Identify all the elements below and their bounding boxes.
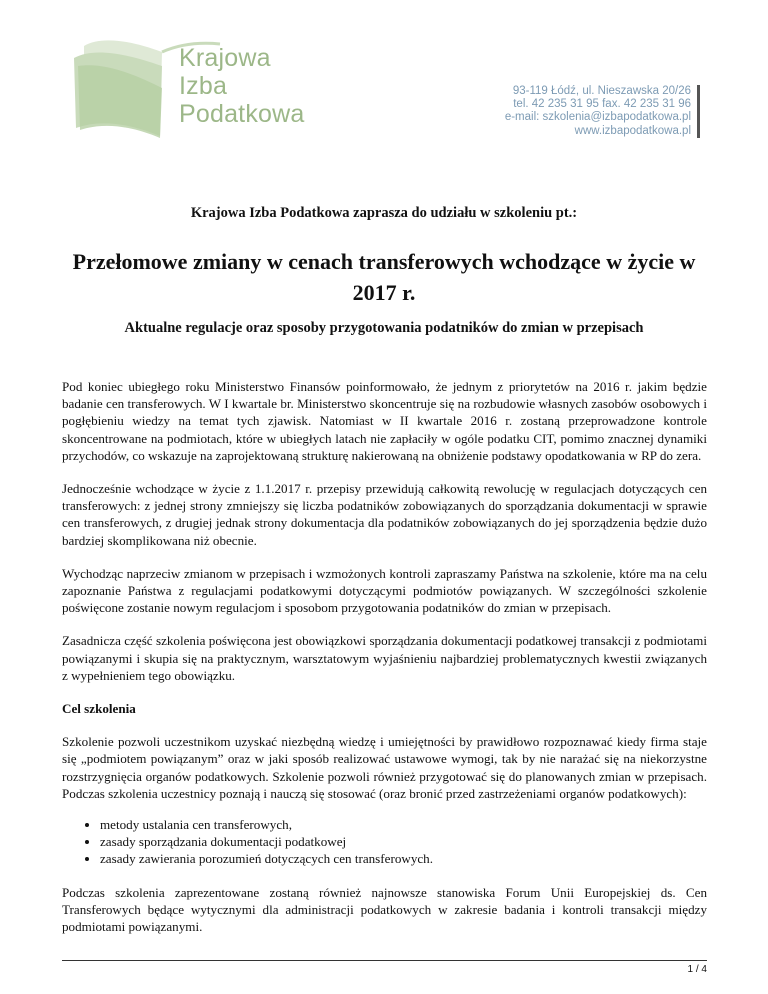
list-item: • zasady sporządzania dokumentacji podatkowej bbox=[100, 833, 707, 850]
logo bbox=[70, 22, 310, 142]
document-subtitle: Aktualne regulacje oraz sposoby przygotowania podatników do zmian w przepisach bbox=[124, 320, 644, 336]
footer-divider bbox=[62, 960, 707, 961]
closing-paragraph: Podczas szkolenia zaprezentowane zostaną również najnowsze stanowiska Forum Unii Europejskiej ds. Cen Transferowych będące wytycznymi dla administracji podatkowych w zakresie badania i kontroli transakcji między podmiotami powiązanymi. bbox=[62, 884, 707, 935]
list-item: • zasady zawierania porozumień dotyczących cen transferowych. bbox=[100, 850, 707, 867]
logo-line-1: Krajowa bbox=[179, 44, 271, 72]
paragraph: Jednocześnie wchodzące w życie z 1.1.2017 r. przepisy przewidują całkowitą rewolucję w regulacjach dotyczących cen transferowych: z jednej strony zmniejszy się liczba podatników zobowiązanych do sporządzania dokumentacji w sprawie cen transferowych, z drugiej jednak strony dokumentacja dla podatników zobowiązanych do jej sporządzenia będzie dużo bardziej skomplikowana niż obecnie. bbox=[62, 481, 707, 548]
document-body bbox=[62, 378, 707, 951]
logo-line-2: Izba bbox=[179, 72, 228, 100]
contact-email[interactable]: e-mail: szkolenia@izbapodatkowa.pl bbox=[504, 111, 691, 124]
document-title: Przełomowe zmiany w cenach transferowych wchodzące w życie w 2017 r. bbox=[72, 249, 696, 305]
invite-line: Krajowa Izba Podatkowa zaprasza do udziału w szkoleniu pt.: bbox=[190, 205, 578, 221]
logo-line-3: Podatkowa bbox=[179, 100, 305, 128]
goal-paragraph: Szkolenie pozwoli uczestnikom uzyskać niezbędną wiedzę i umiejętności by prawidłowo rozpoznawać kiedy firma staje się „podmiotem powiązanym” oraz w jaki sposób realizować ustawowe wymogi, tak by nie narażać się na niekorzystne rozstrzygnięcia organów podatkowych. Szkolenie pozwoli również przygotować się do planowanych zmian w przepisach. Podczas szkolenia uczestnicy poznają i nauczą się stosować (oraz bronić przed zastrzeżeniami organów podatkowych): bbox=[62, 734, 707, 801]
paragraph: Wychodząc naprzeciw zmianom w przepisach i wzmożonych kontroli zapraszamy Państwa na szkolenie, które ma na celu zapoznanie Państwa z regulacjami podatkowymi dotyczącymi podmiotów powiązanych. W szczególności szkolenie poświęcone zostanie nowym regulacjom i sposobom przygotowania podatników do zmian w przepisach. bbox=[62, 565, 707, 616]
contact-phone: tel. 42 235 31 95 fax. 42 235 31 96 bbox=[513, 98, 691, 111]
list-item: • metody ustalania cen transferowych, bbox=[100, 816, 707, 833]
contact-address: 93-119 Łódź, ul. Nieszawska 20/26 bbox=[512, 85, 691, 97]
goal-heading: Cel szkolenia bbox=[62, 701, 136, 717]
goal-list bbox=[62, 816, 707, 868]
contact-website[interactable]: www.izbapodatkowa.pl bbox=[574, 124, 691, 137]
paragraph: Zasadnicza część szkolenia poświęcona jest obowiązkowi sporządzania dokumentacji podatkowej transakcji z podmiotami powiązanymi i skupia się na praktycznym, warsztatowym wyjaśnieniu najbardziej problematycznych kwestii związanych z wypełnieniem tego obowiązku. bbox=[62, 633, 707, 683]
logo-text bbox=[179, 44, 305, 128]
page-number: 1 / 4 bbox=[687, 964, 707, 975]
paragraph: Pod koniec ubiegłego roku Ministerstwo Finansów poinformowało, że jednym z priorytetów na 2016 r. jakim będzie badanie cen transferowych. W I kwartale br. Ministerstwo skoncentruje się na rozbudowie własnych zasobów osobowych i pogłębieniu wiedzy na temat tych zjawisk. Natomiast w II kwartale 2016 r. zostaną przeprowadzone kontrole skoncentrowane na podmiotach, które w ubiegłych latach nie zapłaciły w ogóle podatku CIT, pomimo znacznej dynamiki przychodów, co wskazuje na zaprojektowaną strukturę nakierowaną na obniżenie podstawy opodatkowania w RP do zera. bbox=[62, 379, 707, 463]
contact-block bbox=[505, 85, 700, 138]
